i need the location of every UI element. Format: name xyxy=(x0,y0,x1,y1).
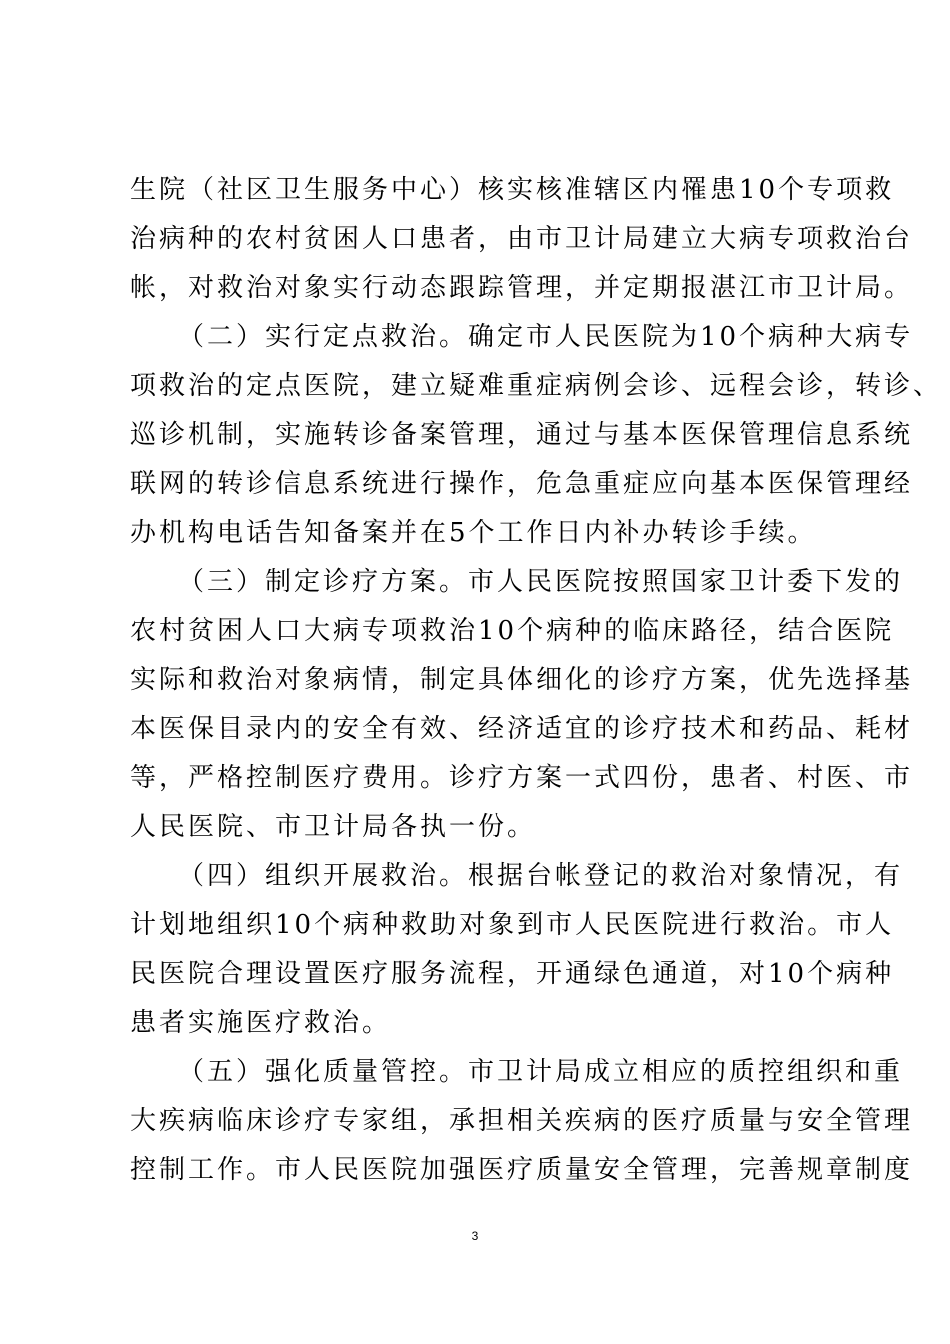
section-heading-line: （五）强化质量管控。市卫计局成立相应的质控组织和重 xyxy=(178,1057,904,1087)
paragraph-line: 生院（社区卫生服务中心）核实核准辖区内罹患10个专项救 xyxy=(130,175,895,205)
paragraph-line: 联网的转诊信息系统进行操作，危急重症应向基本医保管理经 xyxy=(130,469,914,499)
paragraph-line: 项救治的定点医院，建立疑难重症病例会诊、远程会诊，转诊、 xyxy=(130,371,943,401)
section-heading-line: （三）制定诊疗方案。市人民医院按照国家卫计委下发的 xyxy=(178,567,904,597)
paragraph-line: 实际和救治对象病情，制定具体细化的诊疗方案，优先选择基 xyxy=(130,665,914,695)
paragraph-line: 巡诊机制，实施转诊备案管理，通过与基本医保管理信息系统 xyxy=(130,420,914,450)
paragraph-line: 本医保目录内的安全有效、经济适宜的诊疗技术和药品、耗材 xyxy=(130,714,914,744)
paragraph-line: 控制工作。市人民医院加强医疗质量安全管理，完善规章制度 xyxy=(130,1155,914,1185)
paragraph-line: 大疾病临床诊疗专家组，承担相关疾病的医疗质量与安全管理 xyxy=(130,1106,914,1136)
section-heading-line: （四）组织开展救治。根据台帐登记的救治对象情况，有 xyxy=(178,861,904,891)
paragraph-line: 等，严格控制医疗费用。诊疗方案一式四份，患者、村医、市 xyxy=(130,763,914,793)
section-heading-line: （二）实行定点救治。确定市人民医院为10个病种大病专 xyxy=(178,322,914,352)
paragraph-line: 治病种的农村贫困人口患者，由市卫计局建立大病专项救治台 xyxy=(130,224,914,254)
paragraph-line: 办机构电话告知备案并在5个工作日内补办转诊手续。 xyxy=(130,518,817,548)
paragraph-line: 计划地组织10个病种救助对象到市人民医院进行救治。市人 xyxy=(130,910,895,940)
paragraph-line: 人民医院、市卫计局各执一份。 xyxy=(130,812,537,842)
paragraph-line: 患者实施医疗救治。 xyxy=(130,1008,392,1038)
paragraph-line: 帐，对救治对象实行动态跟踪管理，并定期报湛江市卫计局。 xyxy=(130,273,914,303)
page-number: 3 xyxy=(471,1229,479,1243)
paragraph-line: 民医院合理设置医疗服务流程，开通绿色通道，对10个病种 xyxy=(130,959,895,989)
paragraph-line: 农村贫困人口大病专项救治10个病种的临床路径，结合医院 xyxy=(130,616,895,646)
